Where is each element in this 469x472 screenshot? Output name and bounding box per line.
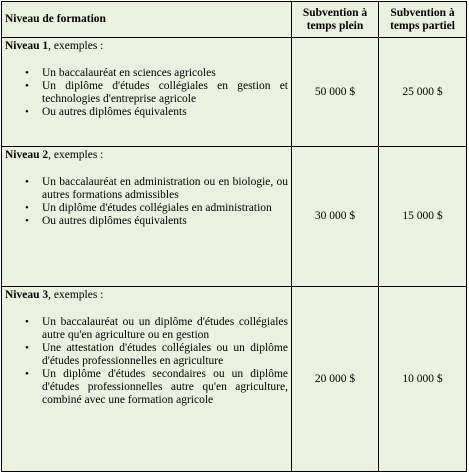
level-heading bbox=[5, 40, 288, 53]
table-row bbox=[2, 287, 467, 472]
level-label: Niveau 2 bbox=[5, 149, 49, 161]
list-item: • Un baccalauréat ou un diplôme d'études collégiales autre qu'en agriculture ou en gestion bbox=[42, 316, 288, 342]
table-row bbox=[2, 147, 467, 287]
list-item: • Un diplôme d'études secondaires ou un diplôme d'études professionnelles autre qu'en agriculture, combiné avec une formation agricole bbox=[42, 368, 288, 407]
list-item: • Un diplôme d'études collégiales en administration bbox=[42, 202, 288, 215]
header-full-time: Subvention à temps plein bbox=[292, 2, 379, 38]
part-time-amount: 10 000 $ bbox=[379, 287, 467, 472]
subsidy-table bbox=[1, 1, 467, 472]
header-part-time: Subvention à temps partiel bbox=[379, 2, 467, 38]
list-item: • Un baccalauréat en administration ou en biologie, ou autres formations admissibles bbox=[42, 176, 288, 202]
level-cell bbox=[2, 38, 292, 147]
level-label: Niveau 1 bbox=[5, 40, 49, 52]
level-heading bbox=[5, 149, 288, 162]
example-list bbox=[5, 176, 288, 228]
full-time-amount: 20 000 $ bbox=[292, 287, 379, 472]
level-cell bbox=[2, 147, 292, 287]
level-suffix: , exemples : bbox=[48, 40, 104, 52]
level-suffix: , exemples : bbox=[48, 149, 104, 161]
full-time-amount: 50 000 $ bbox=[292, 38, 379, 147]
table-row bbox=[2, 38, 467, 147]
list-item: • Une attestation d'études collégiales ou un diplôme d'études professionnelles en agriculture bbox=[42, 342, 288, 368]
list-item: • Un diplôme d'études collégiales en gestion et technologies d'entreprise agricole bbox=[42, 80, 288, 106]
example-list bbox=[5, 67, 288, 119]
table-header-row bbox=[2, 2, 467, 38]
part-time-amount: 15 000 $ bbox=[379, 147, 467, 287]
level-label: Niveau 3 bbox=[5, 289, 49, 301]
level-heading bbox=[5, 289, 288, 302]
header-level: Niveau de formation bbox=[2, 2, 292, 38]
level-cell bbox=[2, 287, 292, 472]
subsidy-table-container bbox=[1, 1, 468, 464]
list-item: • Ou autres diplômes équivalents bbox=[42, 106, 288, 119]
full-time-amount: 30 000 $ bbox=[292, 147, 379, 287]
part-time-amount: 25 000 $ bbox=[379, 38, 467, 147]
list-item: • Ou autres diplômes équivalents bbox=[42, 215, 288, 228]
example-list bbox=[5, 316, 288, 407]
level-suffix: , exemples : bbox=[48, 289, 104, 301]
list-item: • Un baccalauréat en sciences agricoles bbox=[42, 67, 288, 80]
